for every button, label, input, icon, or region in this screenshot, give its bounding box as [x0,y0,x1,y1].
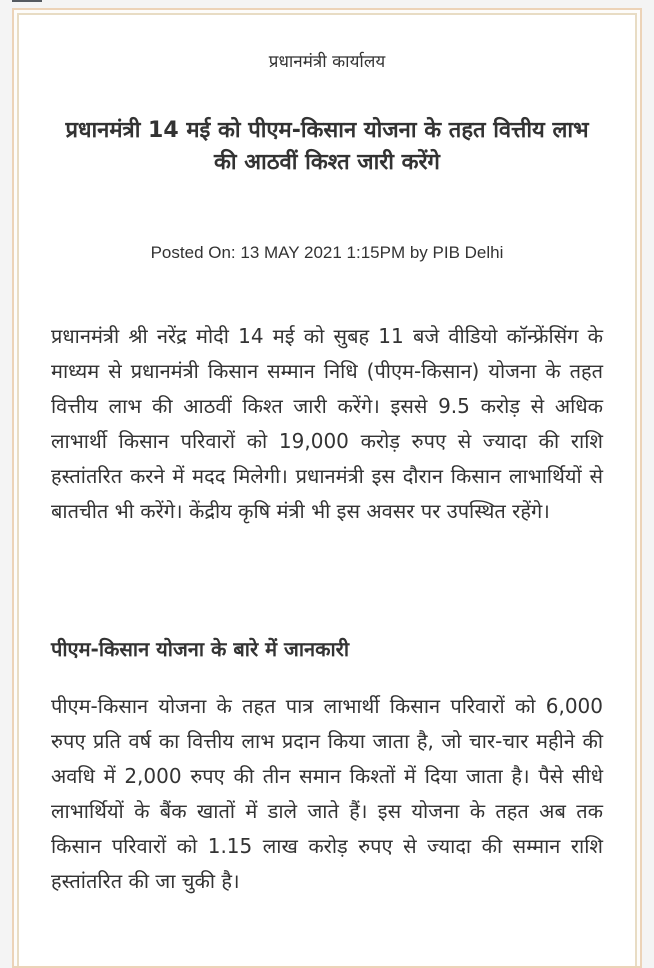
document-frame-inner [17,13,637,966]
posted-info: Posted On: 13 MAY 2021 1:15PM by PIB Delhi [150,243,504,262]
section-heading: पीएम-किसान योजना के बारे में जानकारी [51,637,350,661]
top-edge-bar [12,0,42,2]
ministry-name: प्रधानमंत्री कार्यालय [268,52,386,72]
body-paragraph-1: प्रधानमंत्री श्री नरेंद्र मोदी 14 मई को सुबह 11 बजे वीडियो कॉन्फ्रेंसिंग के माध्यम से प्रधानमंत्री किसान सम्मान निधि (पीएम-किसान) योजना के तहत वित्तीय लाभ की आठवीं किश्त जारी करेंगे। इससे 9.5 करोड़ से अधिक लाभार्थी किसान परिवारों को 19,000 करोड़ रुपए से ज्यादा की राशि हस्तांतरित करने में मदद मिलेगी। प्रधानमंत्री इस दौरान किसान लाभार्थियों से बातचीत भी करेंगे। केंद्रीय कृषि मंत्री भी इस अवसर पर उपस्थित रहेंगे। [51,324,603,523]
document-frame [12,8,642,968]
body-paragraph-2: पीएम-किसान योजना के तहत पात्र लाभार्थी किसान परिवारों को 6,000 रुपए प्रति वर्ष का वित्तीय लाभ प्रदान किया जाता है, जो चार-चार महीने की अवधि में 2,000 रुपए की तीन समान किश्तों में दिया जाता है। पैसे सीधे लाभार्थियों के बैंक खातों में डाले जाते हैं। इस योजना के तहत अब तक किसान परिवारों को 1.15 लाख करोड़ रुपए से ज्यादा की सम्मान राशि हस्तांतरित की जा चुकी है। [51,694,603,893]
press-release-title: प्रधानमंत्री 14 मई को पीएम-किसान योजना के तहत वित्तीय लाभ की आठवीं किश्त जारी करेंगे [65,118,589,175]
